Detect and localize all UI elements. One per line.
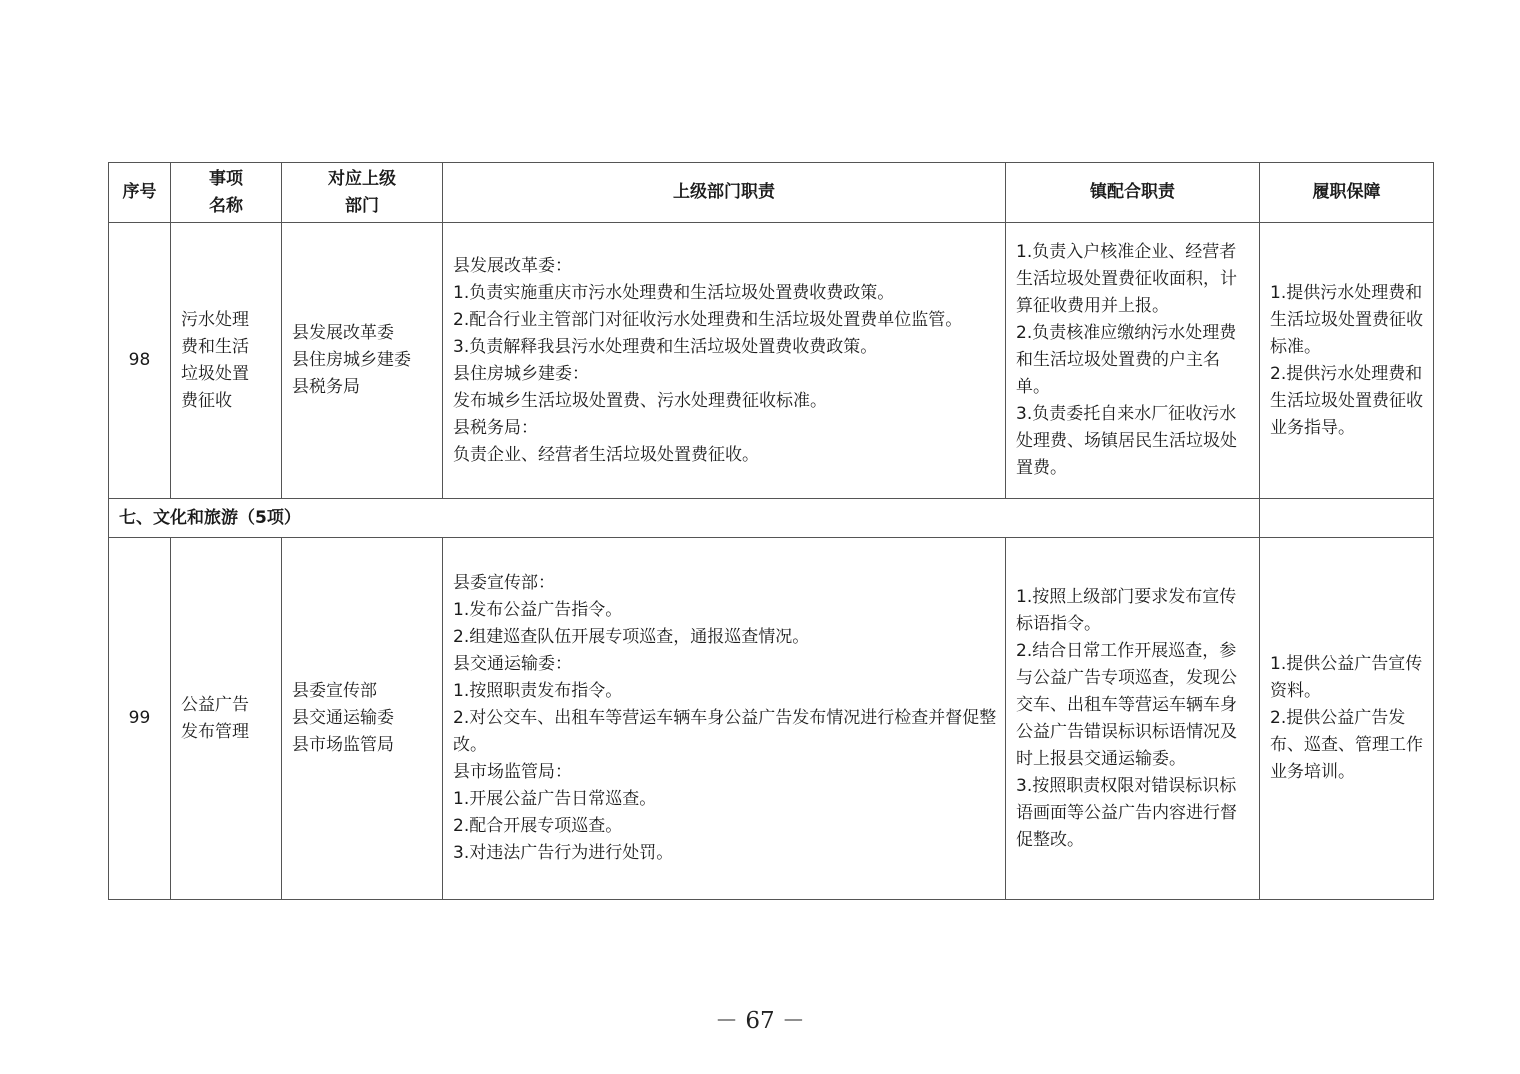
row-guarantee xyxy=(1260,223,1434,499)
header-superior-duties: 上级部门职责 xyxy=(443,163,1006,223)
header-seq: 序号 xyxy=(109,163,171,223)
table-row xyxy=(109,223,1434,499)
duty-line: 2.对公交车、出租车等营运车辆车身公益广告发布情况进行检查并督促整改。 xyxy=(453,708,997,755)
town-duty-line: 3.按照职责权限对错误标识标语画面等公益广告内容进行督促整改。 xyxy=(1016,775,1237,850)
guarantee-line: 1.提供污水处理费和生活垃圾处置费征收标准。 xyxy=(1270,282,1423,357)
duty-line: 县交通运输委： xyxy=(453,654,572,674)
duty-line: 3.负责解释我县污水处理费和生活垃圾处置费收费政策。 xyxy=(453,336,878,357)
header-superior-dept: 对应上级 部门 xyxy=(282,163,443,223)
guarantee-line: 2.提供污水处理费和生活垃圾处置费征收业务指导。 xyxy=(1270,363,1423,438)
town-duty-line: 1.按照上级部门要求发布宣传标语指令。 xyxy=(1016,586,1237,634)
duty-line: 县税务局： xyxy=(453,417,538,438)
header-item-name: 事项 名称 xyxy=(171,163,282,223)
header-town-duties: 镇配合职责 xyxy=(1006,163,1260,223)
row-superior-duties xyxy=(443,538,1006,900)
section-row xyxy=(109,499,1434,538)
duty-line: 发布城乡生活垃圾处置费、污水处理费征收标准。 xyxy=(453,390,827,411)
row-superior-dept: 县委宣传部 县交通运输委 县市场监管局 xyxy=(282,538,443,900)
duty-line: 2.配合开展专项巡查。 xyxy=(453,816,623,836)
section-title: 七、文化和旅游（5项） xyxy=(109,499,1260,538)
row-item-name: 污水处理 费和生活 垃圾处置 费征收 xyxy=(171,223,282,499)
town-duty-line: 3.负责委托自来水厂征收污水处理费、场镇居民生活垃圾处置费。 xyxy=(1016,404,1237,478)
duty-line: 县发展改革委： xyxy=(453,255,572,276)
guarantee-line: 2.提供公益广告发布、巡查、管理工作业务培训。 xyxy=(1270,708,1423,782)
duty-line: 县委宣传部： xyxy=(453,573,555,593)
row-town-duties xyxy=(1006,538,1260,900)
section-empty-cell xyxy=(1260,499,1434,538)
duty-line: 2.组建巡查队伍开展专项巡查，通报巡查情况。 xyxy=(453,627,810,647)
guarantee-line: 1.提供公益广告宣传资料。 xyxy=(1270,654,1423,701)
duty-table xyxy=(108,162,1434,900)
town-duty-line: 2.结合日常工作开展巡查，参与公益广告专项巡查，发现公交车、出租车等营运车辆车身公益广告错误标识标语情况及时上报县交通运输委。 xyxy=(1016,640,1237,769)
duty-line: 县住房城乡建委： xyxy=(453,363,589,384)
header-row xyxy=(109,163,1434,223)
town-duty-line: 1.负责入户核准企业、经营者生活垃圾处置费征收面积，计算征收费用并上报。 xyxy=(1016,242,1237,316)
duty-line: 1.发布公益广告指令。 xyxy=(453,600,623,620)
row-seq: 98 xyxy=(109,223,171,499)
row-item-name: 公益广告 发布管理 xyxy=(171,538,282,900)
page-number: － 67 － xyxy=(715,1008,805,1034)
duty-line: 3.对违法广告行为进行处罚。 xyxy=(453,843,674,863)
row-town-duties xyxy=(1006,223,1260,499)
row-seq: 99 xyxy=(109,538,171,900)
duty-line: 负责企业、经营者生活垃圾处置费征收。 xyxy=(453,444,759,465)
duty-line: 2.配合行业主管部门对征收污水处理费和生活垃圾处置费单位监管。 xyxy=(453,309,963,330)
row-superior-dept: 县发展改革委 县住房城乡建委 县税务局 xyxy=(282,223,443,499)
row-superior-duties xyxy=(443,223,1006,499)
town-duty-line: 2.负责核准应缴纳污水处理费和生活垃圾处置费的户主名单。 xyxy=(1016,323,1237,397)
duty-line: 1.开展公益广告日常巡查。 xyxy=(453,789,657,809)
duty-line: 1.负责实施重庆市污水处理费和生活垃圾处置费收费政策。 xyxy=(453,282,895,303)
duty-line: 县市场监管局： xyxy=(453,762,572,782)
header-guarantee: 履职保障 xyxy=(1260,163,1434,223)
row-guarantee xyxy=(1260,538,1434,900)
duty-line: 1.按照职责发布指令。 xyxy=(453,681,623,701)
table-row xyxy=(109,538,1434,900)
